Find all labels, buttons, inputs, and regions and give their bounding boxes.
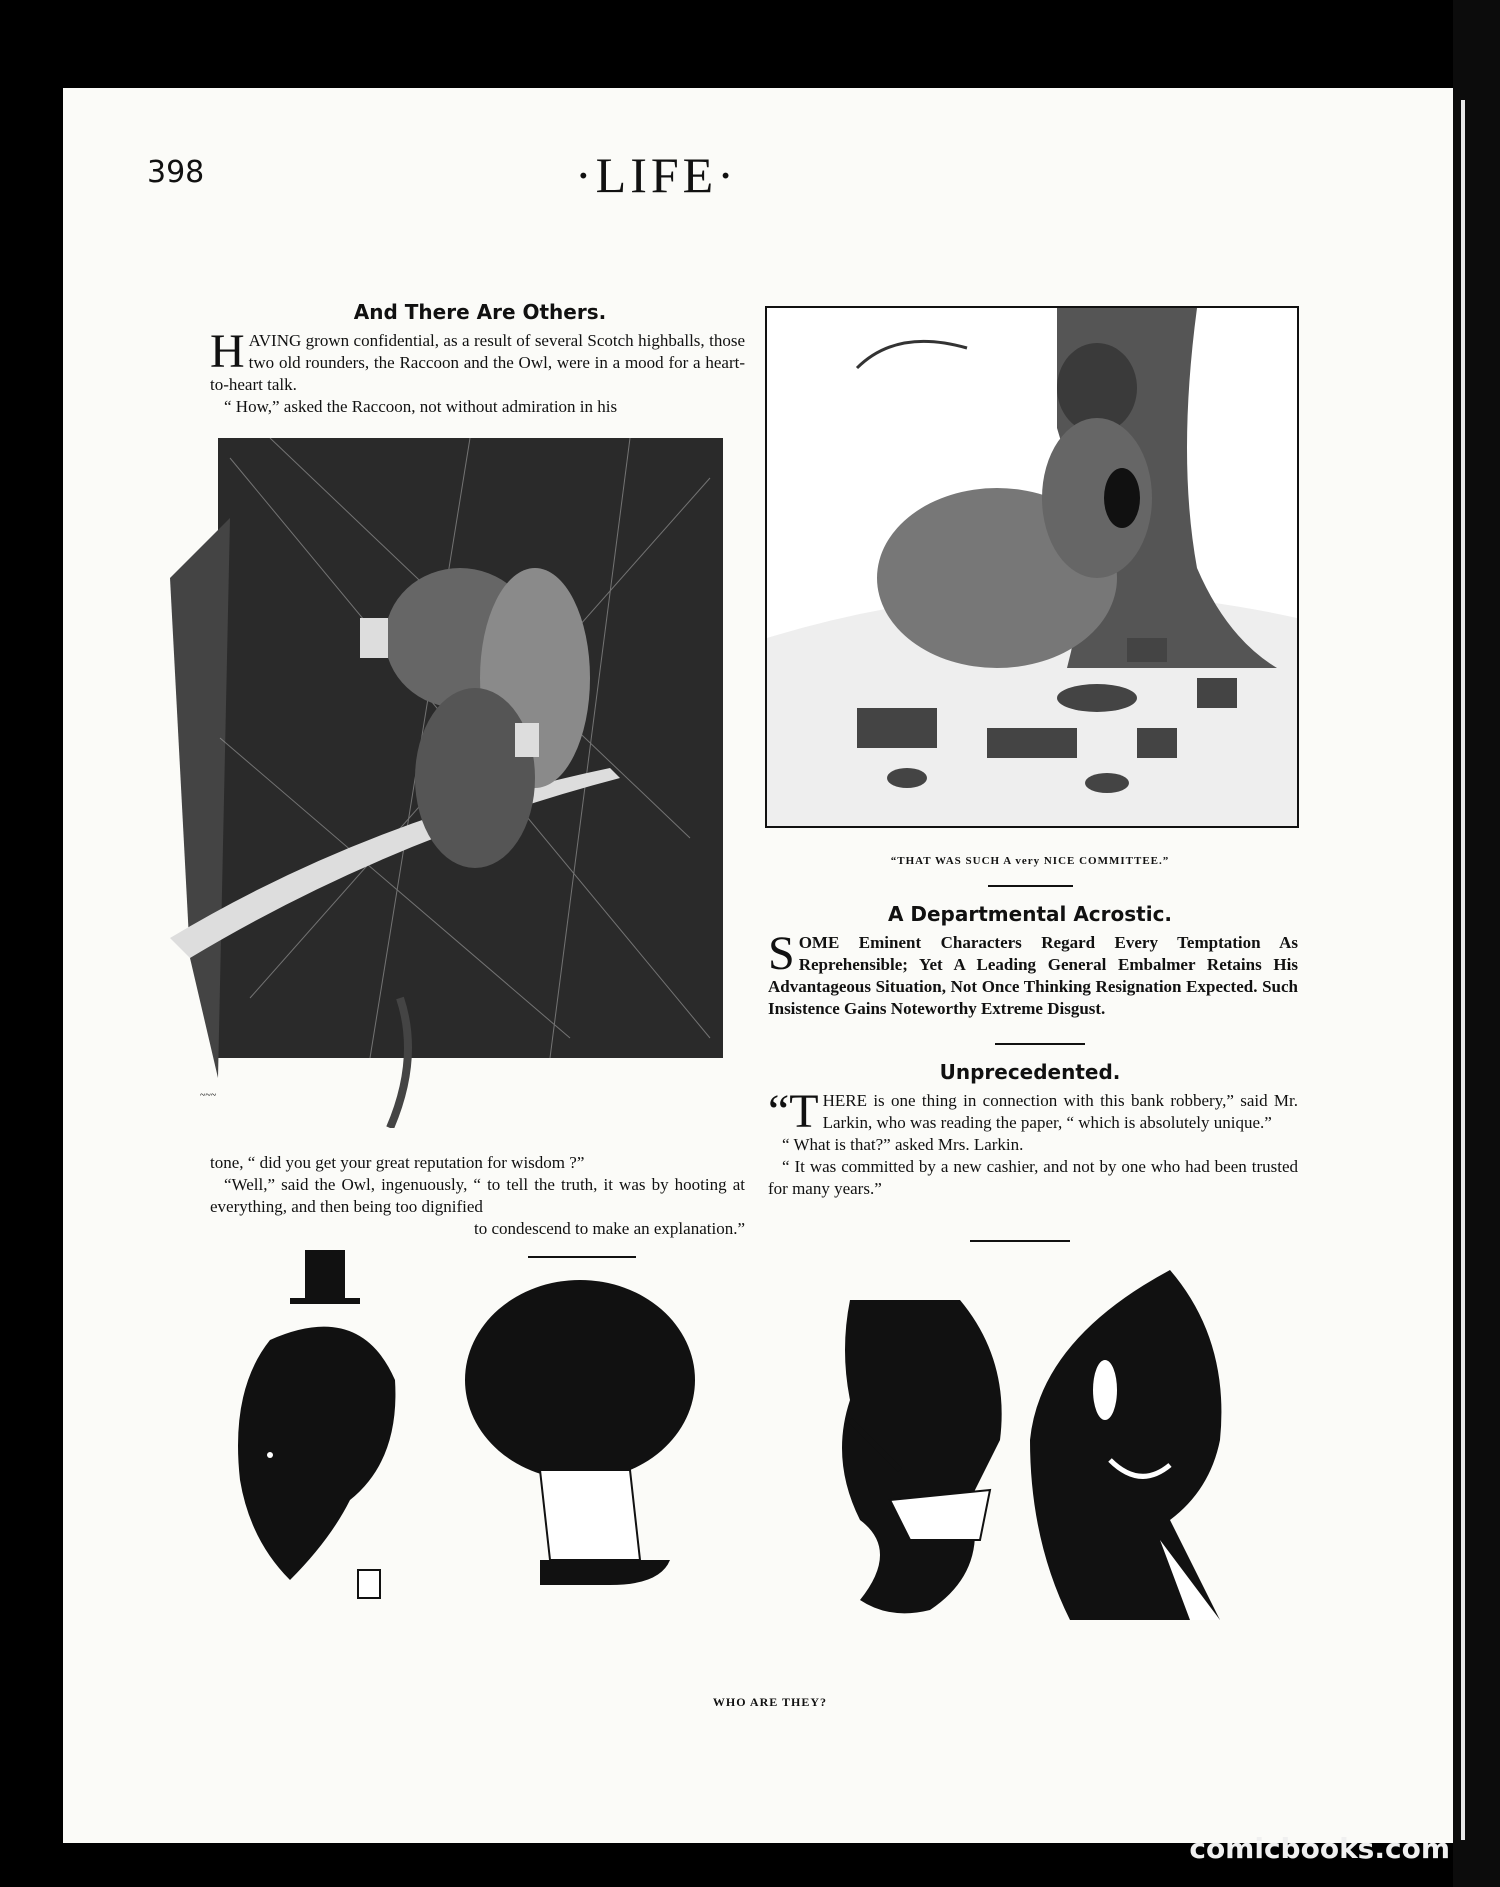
article3-para3: “ It was committed by a new cashier, and not by one who had been trusted for many years.” <box>768 1157 1298 1198</box>
owl-raccoon-illustration <box>170 438 725 1128</box>
article3-para1: HERE is one thing in connection with this bank robbery,” said Mr. Larkin, who was reading the paper, “ which is absolutely unique.” <box>822 1091 1298 1132</box>
masthead: ·LIFE· <box>575 147 738 203</box>
silhouettes-drawing <box>210 1240 1310 1660</box>
svg-text:~~~: ~~~ <box>200 1090 217 1101</box>
separator-rule <box>995 1043 1085 1045</box>
article1-para1: AVING grown confidential, as a result of several Scotch highballs, those two old rounders, the Raccoon and the Owl, were in a mood for a heart-to-heart talk. <box>210 331 745 394</box>
article-title-unprecedented: Unprecedented. <box>939 1060 1121 1084</box>
page-number: 398 <box>147 155 205 190</box>
acrostic-body: OME Eminent Characters Regard Every Temptation As Reprehensible; Yet A Leading General Embalmer Retains His Advantageous Situation, Not Once Thinking Resignation Expected. Such Insistence Gains Noteworthy Extreme Disgust. <box>768 933 1298 1018</box>
committee-cartoon-frame <box>765 306 1299 828</box>
silhouette-3 <box>842 1300 1002 1613</box>
drop-cap-s: S <box>768 927 795 980</box>
silhouettes-caption: WHO ARE THEY? <box>712 1695 828 1709</box>
cartoon-caption: “THAT WAS SUCH A very NICE COMMITTEE.” <box>890 855 1170 867</box>
owl-raccoon-drawing <box>170 438 725 1128</box>
article1-intro <box>210 325 745 418</box>
next-page-edge <box>1461 100 1465 1840</box>
committee-cartoon-drawing <box>767 308 1297 826</box>
unprecedented-text <box>768 1085 1298 1200</box>
separator-rule <box>988 885 1073 887</box>
article1-para2: “ How,” asked the Raccoon, not without admiration in his <box>224 397 618 416</box>
silhouettes-illustration <box>210 1240 1310 1660</box>
site-watermark: comicbooks.com <box>1189 1832 1450 1865</box>
acrostic-text <box>768 927 1298 1020</box>
article1-ending <box>210 1152 745 1240</box>
article3-para2: “ What is that?” asked Mrs. Larkin. <box>782 1135 1024 1154</box>
book-spine <box>1453 0 1500 1887</box>
drop-cap-h: H <box>210 325 245 378</box>
article1-para3: tone, “ did you get your great reputation for wisdom ?” <box>210 1153 585 1172</box>
article-title-departmental-acrostic: A Departmental Acrostic. <box>887 902 1173 926</box>
silhouette-2 <box>465 1280 695 1585</box>
article1-para5: to condescend to make an explanation.” <box>474 1219 745 1238</box>
article1-para4: “Well,” said the Owl, ingenuously, “ to tell the truth, it was by hooting at everything, and then being too dignified <box>210 1175 745 1216</box>
drop-cap-t: “T <box>768 1085 819 1138</box>
silhouette-1 <box>238 1250 395 1598</box>
article-title-and-there-are-others: And There Are Others. <box>353 300 607 324</box>
silhouette-4 <box>1030 1270 1221 1620</box>
